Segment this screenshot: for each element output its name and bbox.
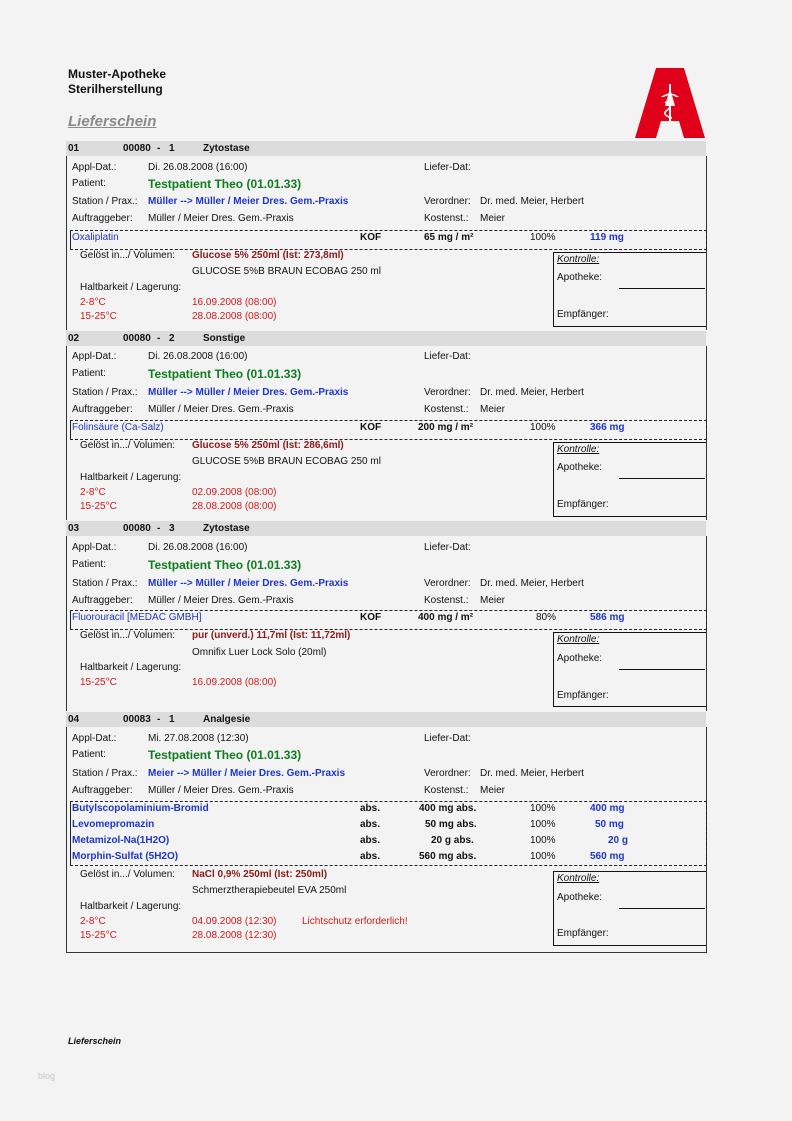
drug-basis: abs. xyxy=(360,819,381,830)
drug-dose: 560 mg abs. xyxy=(419,851,477,862)
empfaenger-label: Empfänger: xyxy=(557,499,609,510)
kostenst-value: Meier xyxy=(480,595,506,606)
drug-percent: 100% xyxy=(530,819,556,830)
drug-name: Levomepromazin xyxy=(72,819,155,830)
kontrolle-label: Kontrolle: xyxy=(557,873,600,884)
station-value: Müller --> Müller / Meier Dres. Gem.-Praxis xyxy=(148,578,349,589)
order-sub: 2 xyxy=(169,333,175,344)
order-header-bar xyxy=(66,331,706,346)
storage-date: 16.09.2008 (08:00) xyxy=(192,677,277,688)
container-value: Omnifix Luer Lock Solo (20ml) xyxy=(192,647,327,658)
order-type: Analgesie xyxy=(203,714,251,725)
drug-name: Butylscopolaminium-Bromid xyxy=(72,803,209,814)
order-sub: 3 xyxy=(169,523,175,534)
verordner-value: Dr. med. Meier, Herbert xyxy=(480,768,584,779)
drug-dose: 20 g abs. xyxy=(431,835,474,846)
department-name: Sterilherstellung xyxy=(68,82,163,96)
storage-temp: 15-25°C xyxy=(80,501,117,512)
apotheke-label: Apotheke: xyxy=(557,272,603,283)
order-type: Zytostase xyxy=(203,523,250,534)
order-sub: 1 xyxy=(169,143,175,154)
empfaenger-label: Empfänger: xyxy=(557,309,609,320)
kostenst-label: Kostenst.: xyxy=(424,595,469,606)
auftrag-value: Müller / Meier Dres. Gem.-Praxis xyxy=(148,785,294,796)
verordner-label: Verordner: xyxy=(424,578,471,589)
kontrolle-label: Kontrolle: xyxy=(557,254,600,265)
signature-line xyxy=(619,908,705,909)
station-label: Station / Prax.: xyxy=(72,578,138,589)
verordner-label: Verordner: xyxy=(424,196,471,207)
kostenst-value: Meier xyxy=(480,404,506,415)
appl-label: Appl-Dat.: xyxy=(72,351,117,362)
appl-value: Di. 26.08.2008 (16:00) xyxy=(148,542,248,553)
kostenst-label: Kostenst.: xyxy=(424,404,469,415)
drug-total: 400 mg xyxy=(590,803,625,814)
kostenst-value: Meier xyxy=(480,213,506,224)
verordner-value: Dr. med. Meier, Herbert xyxy=(480,196,584,207)
storage-temp: 15-25°C xyxy=(80,930,117,941)
drug-total: 20 g xyxy=(608,835,629,846)
patient-value: Testpatient Theo (01.01.33) xyxy=(148,367,302,381)
geloest-label: Gelöst in.../ Volumen: xyxy=(80,250,176,261)
solvent-value: Glucose 5% 250ml (Ist: 273,8ml) xyxy=(192,250,344,261)
order-type: Sonstige xyxy=(203,333,246,344)
kostenst-label: Kostenst.: xyxy=(424,213,469,224)
storage-date: 28.08.2008 (08:00) xyxy=(192,501,277,512)
container-value: GLUCOSE 5%B BRAUN ECOBAG 250 ml xyxy=(192,266,381,277)
drug-percent: 100% xyxy=(530,803,556,814)
order-separator: - xyxy=(157,714,161,725)
appl-value: Di. 26.08.2008 (16:00) xyxy=(148,162,248,173)
haltbar-label: Haltbarkeit / Lagerung: xyxy=(80,901,182,912)
solvent-value: NaCl 0,9% 250ml (Ist: 250ml) xyxy=(192,869,328,880)
station-label: Station / Prax.: xyxy=(72,387,138,398)
auftrag-label: Auftraggeber: xyxy=(72,785,133,796)
order-number: 04 xyxy=(68,714,80,725)
drug-percent: 100% xyxy=(530,835,556,846)
verordner-value: Dr. med. Meier, Herbert xyxy=(480,578,584,589)
appl-label: Appl-Dat.: xyxy=(72,162,117,173)
drug-percent: 100% xyxy=(530,422,556,433)
auftrag-value: Müller / Meier Dres. Gem.-Praxis xyxy=(148,213,294,224)
drug-name: Oxaliplatin xyxy=(72,232,119,243)
auftrag-label: Auftraggeber: xyxy=(72,595,133,606)
drug-total: 119 mg xyxy=(590,232,624,243)
drug-basis: abs. xyxy=(360,803,381,814)
drug-total: 50 mg xyxy=(595,819,624,830)
drug-basis: KOF xyxy=(360,232,382,243)
liefer-label: Liefer-Dat: xyxy=(424,162,471,173)
drug-name: Fluorouracil [MEDAC GMBH] xyxy=(72,612,202,623)
auftrag-value: Müller / Meier Dres. Gem.-Praxis xyxy=(148,404,294,415)
apotheke-label: Apotheke: xyxy=(557,653,603,664)
order-number: 02 xyxy=(68,333,80,344)
patient-label: Patient: xyxy=(72,368,106,379)
drug-name: Folinsäure (Ca-Salz) xyxy=(72,422,164,433)
drug-percent: 80% xyxy=(536,612,557,623)
storage-note: Lichtschutz erforderlich! xyxy=(302,916,408,927)
order-number: 01 xyxy=(68,143,80,154)
appl-value: Mi. 27.08.2008 (12:30) xyxy=(148,733,249,744)
solvent-value: Glucose 5% 250ml (Ist: 286,6ml) xyxy=(192,440,344,451)
station-value: Müller --> Müller / Meier Dres. Gem.-Praxis xyxy=(148,196,349,207)
verordner-label: Verordner: xyxy=(424,768,471,779)
appl-value: Di. 26.08.2008 (16:00) xyxy=(148,351,248,362)
patient-value: Testpatient Theo (01.01.33) xyxy=(148,177,302,191)
kostenst-value: Meier xyxy=(480,785,506,796)
drug-basis: abs. xyxy=(360,851,381,862)
storage-date: 16.09.2008 (08:00) xyxy=(192,297,277,308)
drug-dose: 65 mg / m² xyxy=(424,232,474,243)
drug-total: 366 mg xyxy=(590,422,625,433)
order-header-bar xyxy=(66,521,706,536)
order-code: 00083 xyxy=(123,714,151,725)
storage-date: 28.08.2008 (08:00) xyxy=(192,311,277,322)
haltbar-label: Haltbarkeit / Lagerung: xyxy=(80,472,182,483)
liefer-label: Liefer-Dat: xyxy=(424,351,471,362)
storage-temp: 2-8°C xyxy=(80,916,106,927)
order-code: 00080 xyxy=(123,523,151,534)
order-number: 03 xyxy=(68,523,80,534)
kontrolle-label: Kontrolle: xyxy=(557,444,600,455)
solvent-value: pur (unverd.) 11,7ml (Ist: 11,72ml) xyxy=(192,630,351,641)
container-value: GLUCOSE 5%B BRAUN ECOBAG 250 ml xyxy=(192,456,381,467)
empfaenger-label: Empfänger: xyxy=(557,928,609,939)
haltbar-label: Haltbarkeit / Lagerung: xyxy=(80,662,182,673)
patient-value: Testpatient Theo (01.01.33) xyxy=(148,748,302,762)
signature-line xyxy=(619,669,705,670)
auftrag-value: Müller / Meier Dres. Gem.-Praxis xyxy=(148,595,294,606)
storage-date: 28.08.2008 (12:30) xyxy=(192,930,277,941)
order-code: 00080 xyxy=(123,333,151,344)
station-value: Meier --> Müller / Meier Dres. Gem.-Praxis xyxy=(148,768,346,779)
order-type: Zytostase xyxy=(203,143,250,154)
drug-basis: abs. xyxy=(360,835,381,846)
patient-label: Patient: xyxy=(72,178,106,189)
liefer-label: Liefer-Dat: xyxy=(424,733,471,744)
auftrag-label: Auftraggeber: xyxy=(72,404,133,415)
kostenst-label: Kostenst.: xyxy=(424,785,469,796)
geloest-label: Gelöst in.../ Volumen: xyxy=(80,630,176,641)
drug-dose: 50 mg abs. xyxy=(425,819,477,830)
watermark: blog xyxy=(38,1071,56,1081)
appl-label: Appl-Dat.: xyxy=(72,733,117,744)
appl-label: Appl-Dat.: xyxy=(72,542,117,553)
page-title: Lieferschein xyxy=(68,113,157,130)
station-label: Station / Prax.: xyxy=(72,196,138,207)
station-label: Station / Prax.: xyxy=(72,768,138,779)
drug-dose: 200 mg / m² xyxy=(418,422,474,433)
geloest-label: Gelöst in.../ Volumen: xyxy=(80,869,176,880)
liefer-label: Liefer-Dat: xyxy=(424,542,471,553)
drug-name: Metamizol-Na(1H2O) xyxy=(72,835,170,846)
verordner-label: Verordner: xyxy=(424,387,471,398)
storage-date: 02.09.2008 (08:00) xyxy=(192,487,277,498)
storage-temp: 15-25°C xyxy=(80,311,117,322)
drug-percent: 100% xyxy=(530,232,556,243)
drug-dose: 400 mg abs. xyxy=(419,803,477,814)
drug-name: Morphin-Sulfat (5H2O) xyxy=(72,851,179,862)
order-header-bar xyxy=(66,712,706,727)
haltbar-label: Haltbarkeit / Lagerung: xyxy=(80,282,182,293)
order-code: 00080 xyxy=(123,143,151,154)
geloest-label: Gelöst in.../ Volumen: xyxy=(80,440,176,451)
drug-basis: KOF xyxy=(360,422,382,433)
signature-line xyxy=(619,478,705,479)
drug-percent: 100% xyxy=(530,851,556,862)
verordner-value: Dr. med. Meier, Herbert xyxy=(480,387,584,398)
container-value: Schmerztherapiebeutel EVA 250ml xyxy=(192,885,347,896)
storage-temp: 15-25°C xyxy=(80,677,117,688)
station-value: Müller --> Müller / Meier Dres. Gem.-Praxis xyxy=(148,387,349,398)
signature-line xyxy=(619,288,705,289)
drug-dose: 400 mg / m² xyxy=(418,612,474,623)
apotheke-label: Apotheke: xyxy=(557,892,603,903)
patient-label: Patient: xyxy=(72,749,106,760)
apotheke-logo xyxy=(632,66,708,140)
footer-title: Lieferschein xyxy=(68,1036,122,1046)
order-separator: - xyxy=(157,333,161,344)
drug-total: 560 mg xyxy=(590,851,625,862)
kontrolle-label: Kontrolle: xyxy=(557,634,600,645)
order-sub: 1 xyxy=(169,714,175,725)
auftrag-label: Auftraggeber: xyxy=(72,213,133,224)
storage-temp: 2-8°C xyxy=(80,487,106,498)
order-separator: - xyxy=(157,523,161,534)
order-separator: - xyxy=(157,143,161,154)
order-header-bar xyxy=(66,141,706,156)
storage-temp: 2-8°C xyxy=(80,297,106,308)
apotheke-label: Apotheke: xyxy=(557,462,603,473)
patient-value: Testpatient Theo (01.01.33) xyxy=(148,558,302,572)
company-name: Muster-Apotheke xyxy=(68,67,167,81)
drug-basis: KOF xyxy=(360,612,382,623)
empfaenger-label: Empfänger: xyxy=(557,690,609,701)
storage-date: 04.09.2008 (12:30) xyxy=(192,916,277,927)
drug-total: 586 mg xyxy=(590,612,625,623)
patient-label: Patient: xyxy=(72,559,106,570)
